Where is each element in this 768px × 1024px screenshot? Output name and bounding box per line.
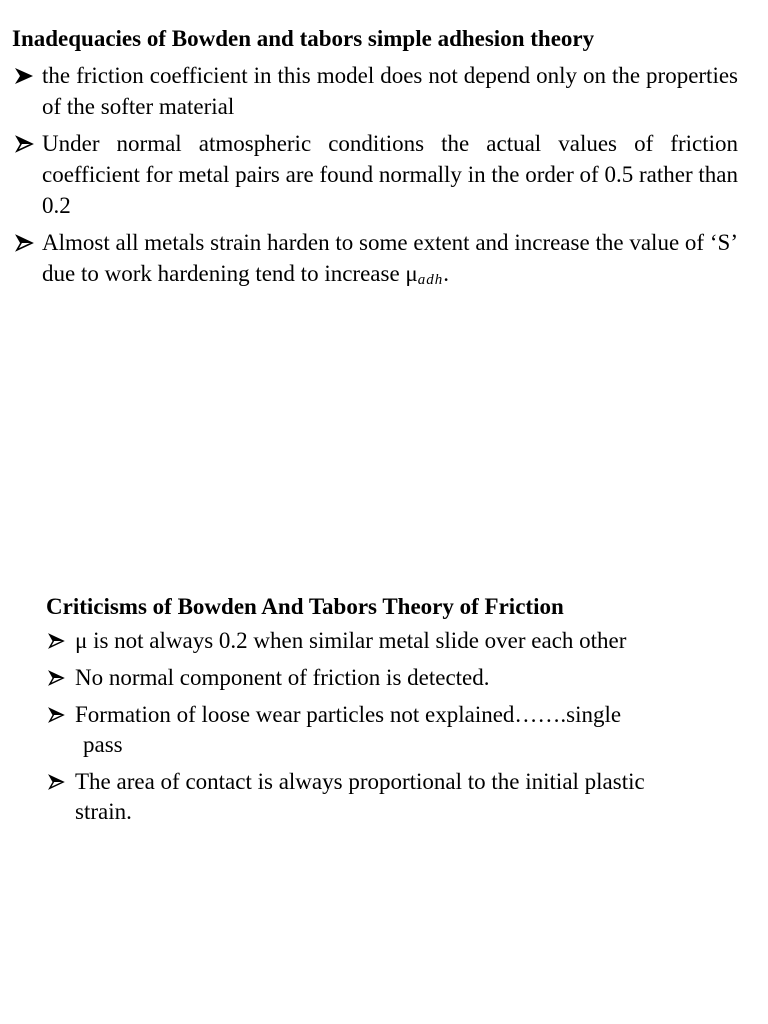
list-item [12, 60, 738, 122]
section-heading: Criticisms of Bowden And Tabors Theory of Friction [46, 594, 564, 619]
bullet-text: Almost all metals strain harden to some extent and increase the value of ‘S’ due to work hardening tend to increase μ [42, 230, 738, 286]
bullet-text: Formation of loose wear particles not explained…….single [75, 702, 622, 727]
bullet-text: No normal component of friction is detected. [75, 665, 490, 690]
bullet-text: the friction coefficient in this model does not depend only on the properties of the softer material [42, 63, 738, 119]
bullet-end-punctuation: . [443, 261, 449, 286]
arrowhead-bullet-icon [47, 774, 65, 790]
bullet-text: The area of contact is always proportional to the initial plastic strain. [75, 769, 645, 824]
bullet-text: μ is not always 0.2 when similar metal slide over each other [75, 628, 627, 653]
arrowhead-bullet-icon [47, 670, 65, 686]
inadequacies-section [12, 24, 738, 302]
bullet-list [46, 626, 706, 827]
list-item [12, 128, 738, 221]
list-item [12, 227, 738, 296]
bullet-text-continuation: pass [83, 732, 123, 757]
list-item [46, 626, 706, 656]
bullet-text: Under normal atmospheric conditions the actual values of friction coefficient for metal pairs are found normally in the order of 0.5 rather than 0.2 [42, 131, 738, 218]
arrowhead-bullet-icon [47, 633, 65, 649]
arrowhead-bullet-icon [47, 707, 65, 723]
list-item [46, 663, 706, 693]
criticisms-section [46, 592, 706, 834]
list-item [46, 767, 706, 827]
mu-subscript: adh [417, 272, 444, 288]
arrowhead-bullet-icon [14, 234, 34, 252]
section-heading: Inadequacies of Bowden and tabors simple adhesion theory [12, 26, 595, 51]
arrowhead-bullet-icon [14, 67, 34, 85]
bullet-list [12, 60, 738, 296]
list-item [46, 700, 706, 760]
arrowhead-bullet-icon [14, 135, 34, 153]
